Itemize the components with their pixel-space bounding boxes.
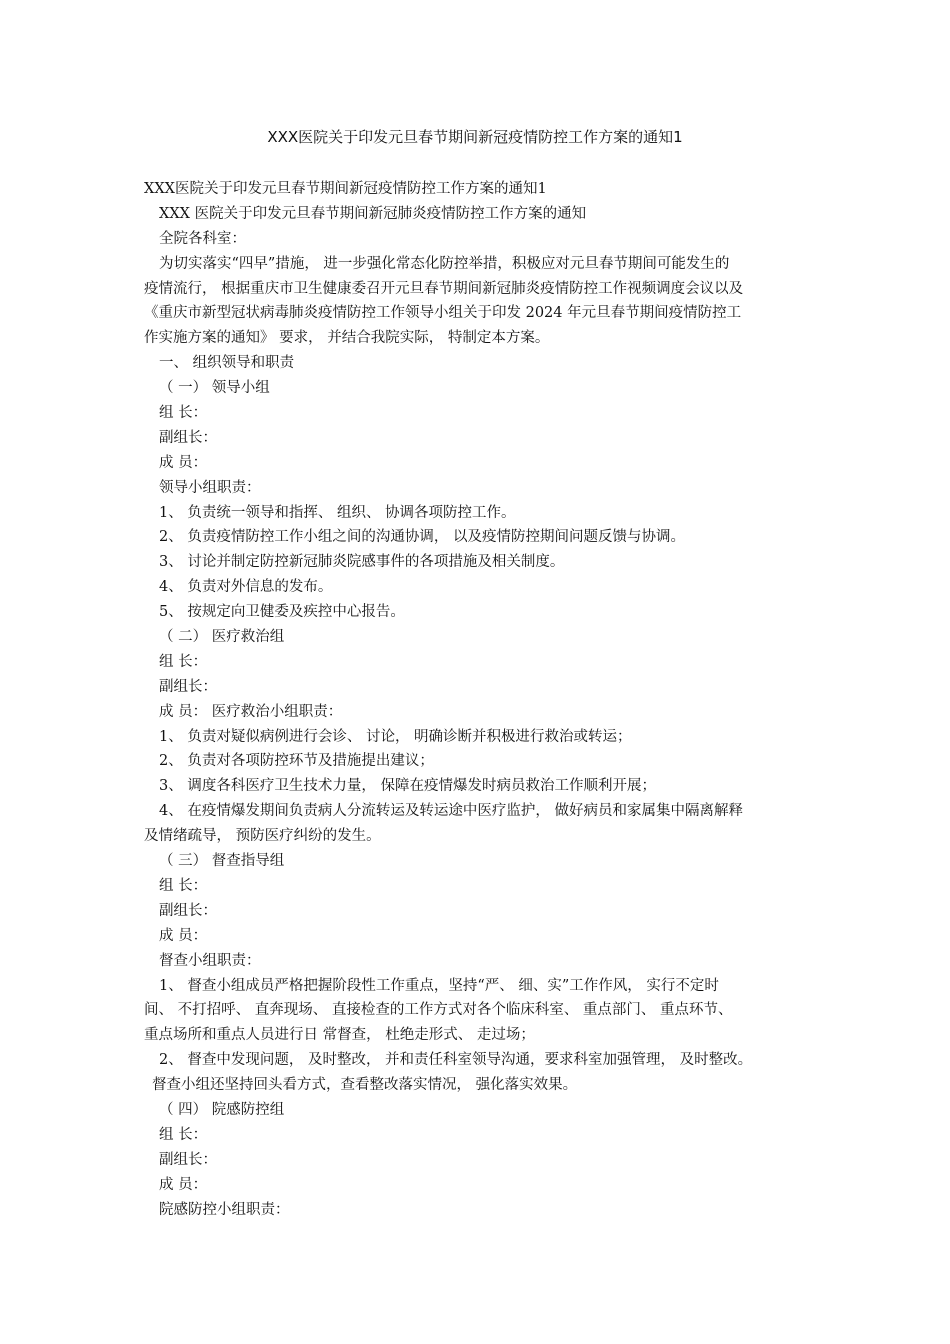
paragraph-line: 5、 按规定向卫健委及疾控中心报告。 xyxy=(159,604,405,621)
paragraph-line: XXX医院关于印发元旦春节期间新冠疫情防控工作方案的通知1 xyxy=(144,181,547,197)
paragraph-line: 领导小组职责： xyxy=(159,479,261,496)
paragraph-line: 1、 负责统一领导和指挥、 组织、 协调各项防控工作。 xyxy=(159,504,516,521)
paragraph-line: 《重庆市新型冠状病毒肺炎疫情防控工作领导小组关于印发 2024 年元旦春节期间疫情防控工 xyxy=(144,305,742,322)
paragraph-line: 副组长： xyxy=(159,902,217,919)
paragraph-line: 4、 负责对外信息的发布。 xyxy=(159,579,333,596)
paragraph-line: 疫情流行， 根据重庆市卫生健康委召开元旦春节期间新冠肺炎疫情防控工作视频调度会议以及 xyxy=(144,280,744,297)
paragraph-line: 作实施方案的通知》 要求， 并结合我院实际， 特制定本方案。 xyxy=(144,330,550,347)
paragraph-line: 督查小组还坚持回头看方式，查看整改落实情况， 强化落实效果。 xyxy=(152,1077,578,1094)
paragraph-line: 成 员： 医疗救治小组职责： xyxy=(159,703,343,720)
paragraph-line: 1、 督查小组成员严格把握阶段性工作重点，坚持“严、 细、实”工作作风， 实行不定时 xyxy=(159,977,719,994)
document-body xyxy=(144,177,834,1222)
paragraph-line: 院感防控小组职责： xyxy=(159,1201,290,1218)
paragraph-line: 重点场所和重点人员进行日 常督查， 杜绝走形式、 走过场； xyxy=(144,1027,535,1044)
paragraph-line: （ 四） 院感防控组 xyxy=(159,1101,285,1118)
paragraph-line: 及情绪疏导， 预防医疗纠纷的发生。 xyxy=(144,828,381,845)
paragraph-line: XXX 医院关于印发元旦春节期间新冠肺炎疫情防控工作方案的通知 xyxy=(159,205,587,222)
paragraph-line: 1、 负责对疑似病例进行会诊、 讨论， 明确诊断并积极进行救治或转运； xyxy=(159,728,632,745)
paragraph-line: 组 长： xyxy=(159,653,208,670)
paragraph-line: 2、 负责对各项防控环节及措施提出建议； xyxy=(159,753,434,770)
paragraph-line: 2、 督查中发现问题， 及时整改， 并和责任科室领导沟通，要求科室加强管理， 及时整改。 xyxy=(159,1052,753,1069)
paragraph-line: 间、 不打招呼、 直奔现场、 直接检查的工作方式对各个临床科室、 重点部门、 重点环节、 xyxy=(144,1002,733,1019)
paragraph-line: 全院各科室： xyxy=(159,230,246,247)
paragraph-line: （ 二） 医疗救治组 xyxy=(159,629,285,646)
paragraph-line: 4、 在疫情爆发期间负责病人分流转运及转运途中医疗监护， 做好病员和家属集中隔离解释 xyxy=(159,803,743,820)
paragraph-line: 组 长： xyxy=(159,405,208,422)
paragraph-line: 组 长： xyxy=(159,1126,208,1143)
paragraph-line: 一、 组织领导和职责 xyxy=(159,355,295,372)
paragraph-line: 成 员： xyxy=(159,1176,208,1193)
paragraph-line: 组 长： xyxy=(159,877,208,894)
paragraph-line: 副组长： xyxy=(159,678,217,695)
paragraph-line: 3、 调度各科医疗卫生技术力量， 保障在疫情爆发时病员救治工作顺利开展； xyxy=(159,778,656,795)
paragraph-line: 3、 讨论并制定防控新冠肺炎院感事件的各项措施及相关制度。 xyxy=(159,554,565,571)
paragraph-line: 副组长： xyxy=(159,429,217,446)
paragraph-line: （ 三） 督查指导组 xyxy=(159,853,285,870)
document-title: XXX医院关于印发元旦春节期间新冠疫情防控工作方案的通知1 xyxy=(267,128,683,146)
paragraph-line: 2、 负责疫情防控工作小组之间的沟通协调， 以及疫情防控期间问题反馈与协调。 xyxy=(159,529,685,546)
paragraph-line: 成 员： xyxy=(159,454,208,471)
paragraph-line: 成 员： xyxy=(159,927,208,944)
paragraph-line: （ 一） 领导小组 xyxy=(159,380,270,397)
paragraph-line: 副组长： xyxy=(159,1151,217,1168)
paragraph-line: 为切实落实“四早”措施， 进一步强化常态化防控举措，积极应对元旦春节期间可能发生的 xyxy=(159,255,730,272)
paragraph-line: 督查小组职责： xyxy=(159,952,261,969)
